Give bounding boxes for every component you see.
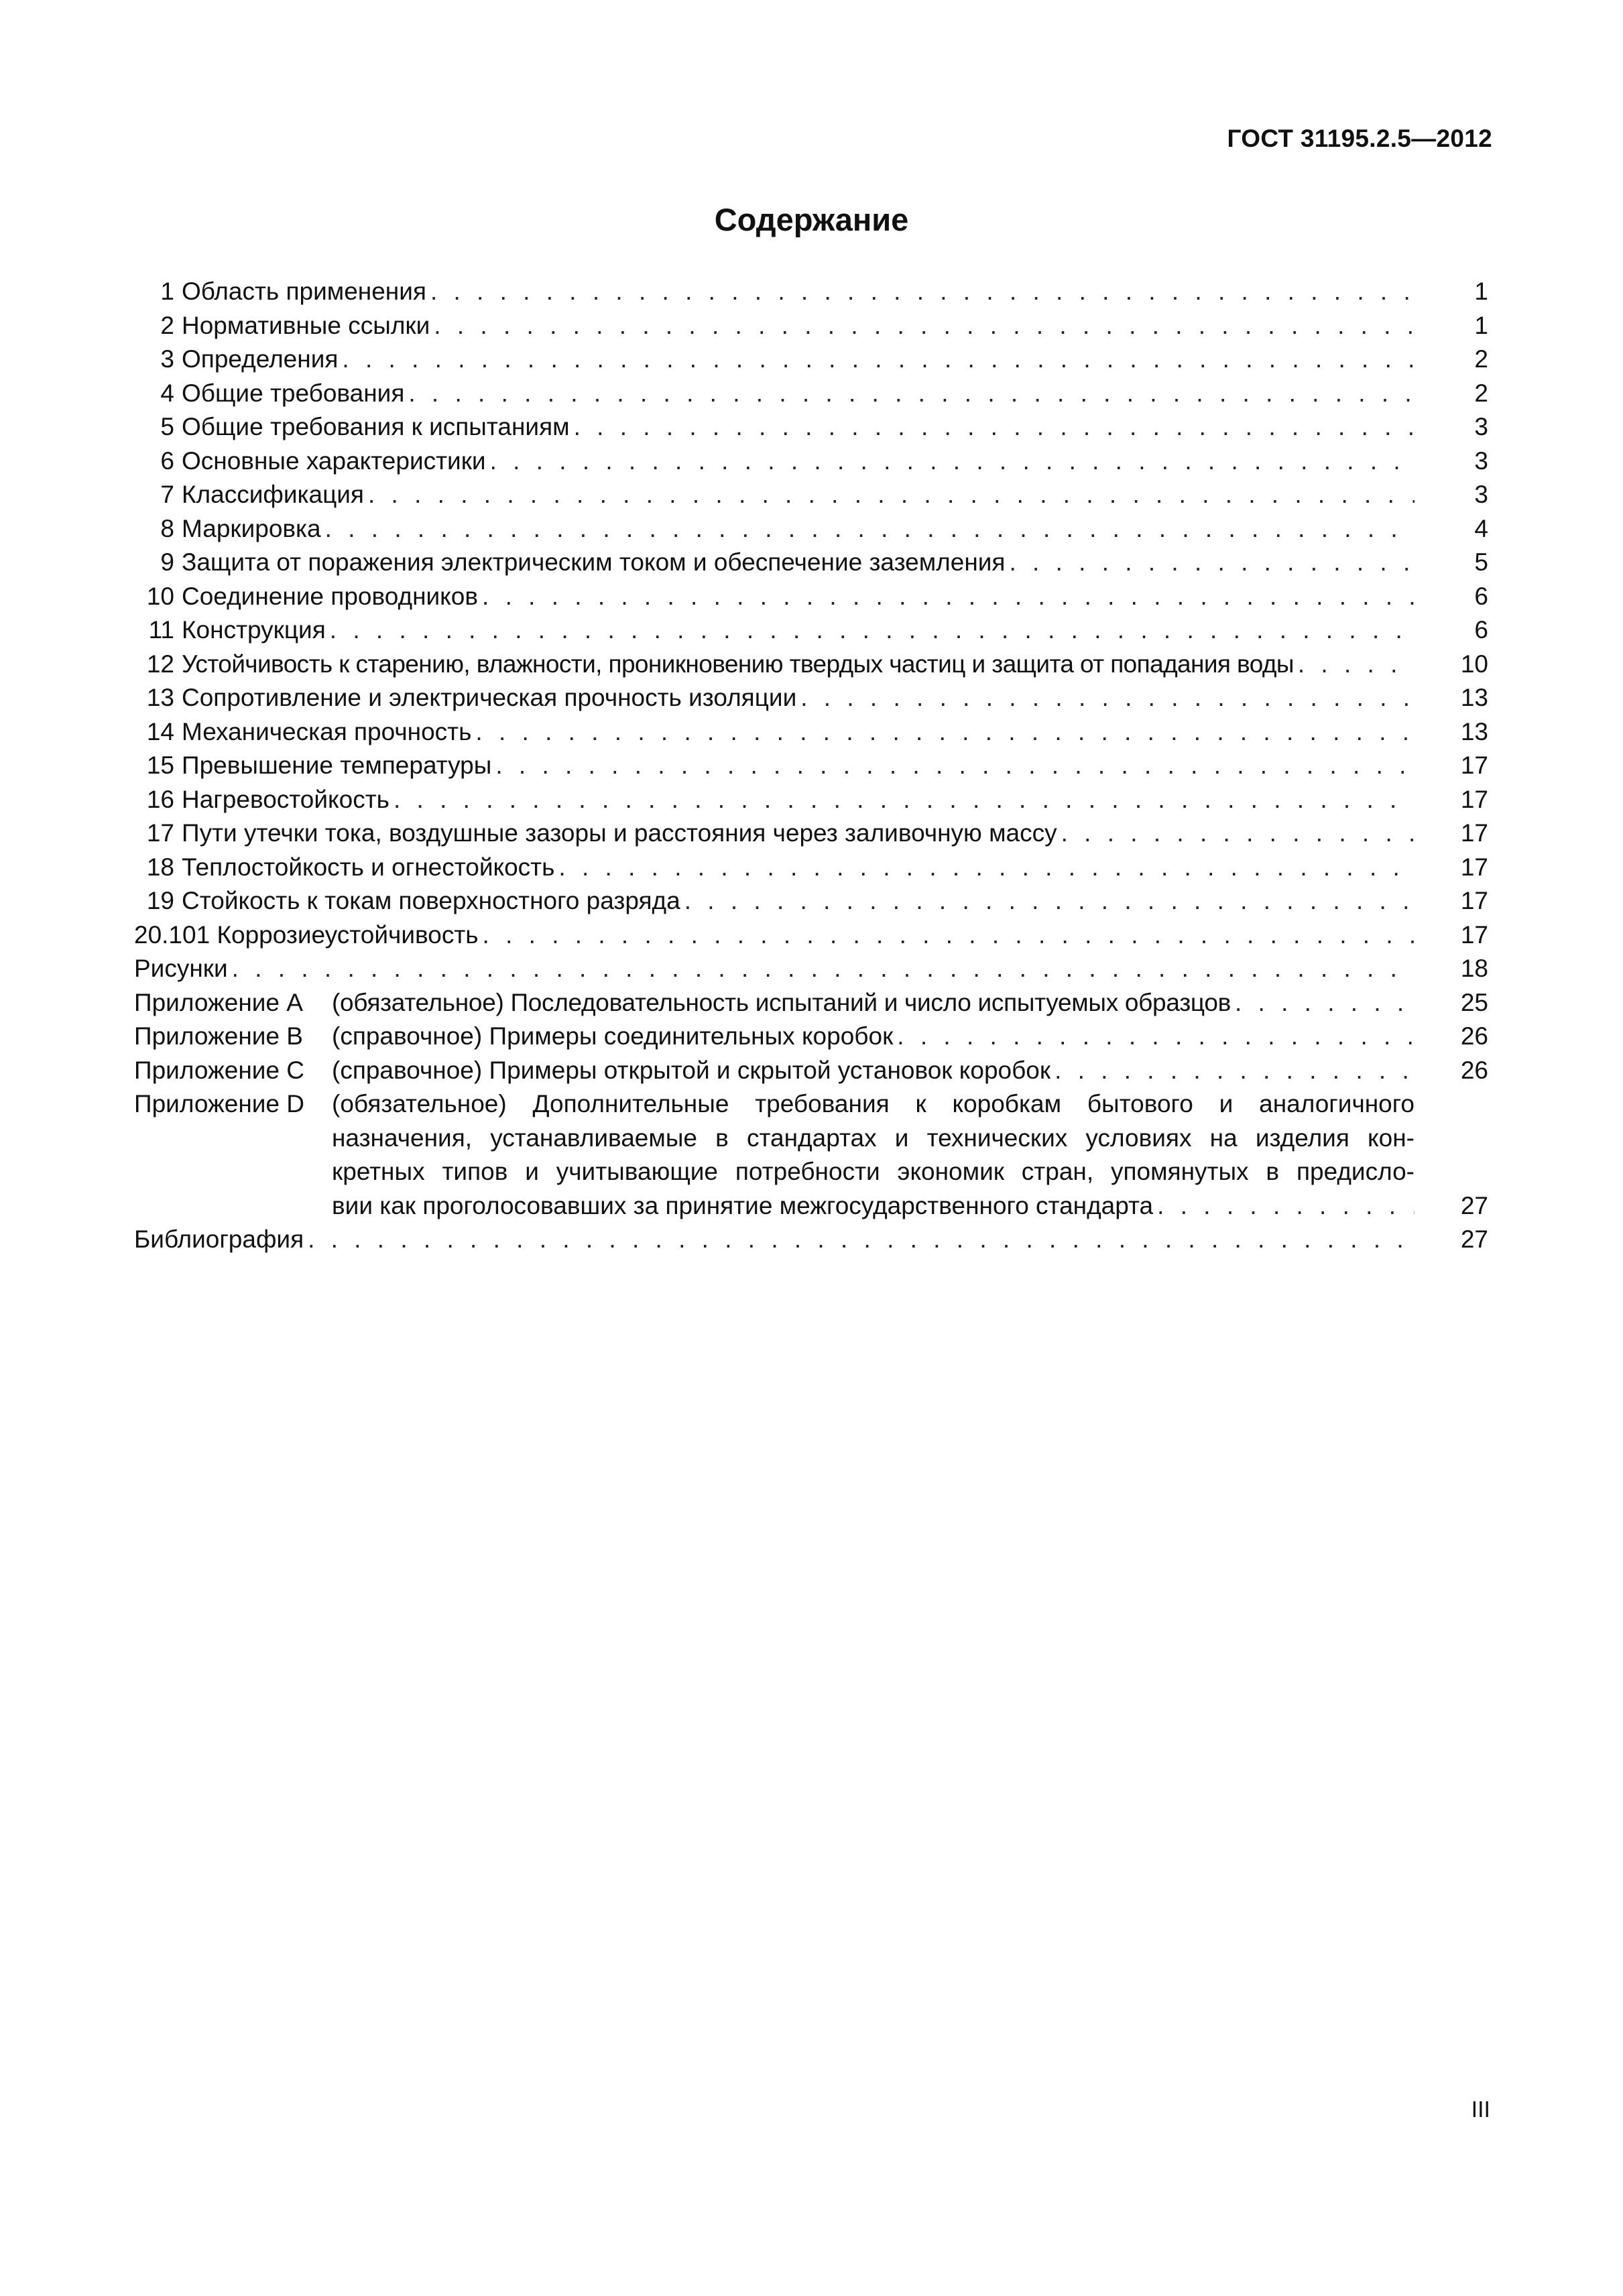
toc-entry-label: Основные характеристики: [182, 446, 486, 475]
toc-entry-label: Нормативные ссылки: [182, 311, 430, 339]
toc-entry[interactable]: [134, 512, 1488, 546]
dot-leader: [1294, 648, 1415, 682]
toc-entry-label: Механическая прочность: [182, 717, 472, 745]
toc-entry[interactable]: [134, 546, 1488, 580]
toc-entry-number: 3: [160, 345, 174, 373]
toc-entry-label: Конструкция: [182, 616, 326, 644]
dot-leader: [338, 343, 1415, 377]
toc-entry-page: 17: [1460, 853, 1488, 881]
toc-entry-label: Классификация: [182, 481, 364, 508]
toc-entry-page: 6: [1474, 616, 1488, 644]
toc-entry-label: Маркировка: [182, 514, 321, 542]
toc-entry[interactable]: [134, 478, 1488, 512]
toc-entry-page: 1: [1474, 278, 1488, 305]
toc-entry-page: 17: [1460, 751, 1488, 779]
dot-leader: [893, 1020, 1415, 1054]
toc-entry[interactable]: [134, 343, 1488, 377]
toc-entry-page: 1: [1474, 311, 1488, 339]
dot-leader: [491, 749, 1415, 783]
toc-title: Содержание: [714, 202, 909, 237]
toc-entry-page: 17: [1460, 785, 1488, 813]
toc-entry-page: 13: [1460, 717, 1488, 745]
toc-entry-page: 18: [1460, 955, 1488, 982]
toc-entry-label: Рисунки: [134, 955, 228, 982]
toc-entry-label: Превышение температуры: [182, 751, 492, 779]
toc-entry[interactable]: [134, 918, 1488, 953]
dot-leader: [486, 444, 1415, 479]
dot-leader: [228, 952, 1415, 986]
toc-entry-label: Теплостойкость и огнестойкость: [182, 853, 555, 881]
toc-entry-label: Устойчивость к старению, влажности, проникновению твердых частиц и защита от попадания воды: [182, 650, 1294, 678]
toc-entry-label: Пути утечки тока, воздушные зазоры и расстояния через заливочную массу: [182, 819, 1057, 847]
appendix-title-line: (обязательное) Дополнительные требования к коробкам бытового и аналогичного: [332, 1090, 1415, 1117]
toc-entry-page: 3: [1474, 446, 1488, 475]
page-number: III: [1471, 2097, 1490, 2122]
toc-entry-number: 5: [160, 413, 174, 440]
appendix-title-last-line: [332, 1189, 1488, 1223]
appendix-title: (справочное) Примеры соединительных коробок: [332, 1022, 894, 1050]
table-of-contents: [134, 275, 1488, 1257]
appendix-title-line: кретных типов и учитывающие потребности экономик стран, упомянутых в предисло-: [332, 1158, 1415, 1185]
toc-entry-number: 8: [160, 514, 174, 542]
toc-entry-page: 3: [1474, 413, 1488, 440]
toc-entry[interactable]: [134, 884, 1488, 918]
toc-entry-label: Общие требования к испытаниям: [182, 413, 570, 440]
toc-entry[interactable]: [134, 444, 1488, 479]
toc-entry[interactable]: [134, 410, 1488, 444]
toc-entry-page: 13: [1460, 684, 1488, 711]
appendix-page: 25: [1460, 988, 1488, 1016]
toc-entry-number: 10: [146, 582, 174, 610]
toc-entry-number: 18: [146, 853, 174, 881]
toc-entry-number: 14: [146, 717, 174, 745]
toc-entry-label: Нагревостойкость: [182, 785, 389, 813]
toc-entry-page: 2: [1474, 379, 1488, 407]
toc-appendix[interactable]: [134, 1054, 1488, 1088]
toc-entry-number: 6: [160, 446, 174, 475]
toc-entry-number: 12: [146, 650, 174, 678]
toc-entry-page: 17: [1460, 819, 1488, 847]
bibliography-page: 27: [1460, 1225, 1488, 1253]
toc-entry-number: 9: [160, 548, 174, 576]
toc-entry[interactable]: [134, 817, 1488, 851]
toc-entry-label: Область применения: [182, 278, 426, 305]
dot-leader: [570, 410, 1415, 444]
toc-appendix[interactable]: [134, 986, 1488, 1020]
toc-entry-label: 20.101 Коррозиеустойчивость: [134, 920, 479, 949]
appendix-name: Приложение В: [134, 1022, 303, 1050]
dot-leader: [389, 783, 1415, 817]
appendix-page: 27: [1460, 1191, 1488, 1219]
appendix-name: Приложение D: [134, 1090, 305, 1117]
toc-entry[interactable]: [134, 715, 1488, 749]
dot-leader: [1231, 986, 1415, 1020]
toc-entry[interactable]: [134, 648, 1488, 682]
toc-entry[interactable]: [134, 681, 1488, 715]
toc-entry-page: 17: [1460, 920, 1488, 949]
toc-entry-page: 2: [1474, 345, 1488, 373]
toc-entry-page: 6: [1474, 582, 1488, 610]
toc-entry[interactable]: [134, 749, 1488, 783]
toc-entry-label: Защита от поражения электрическим током и обеспечение заземления: [182, 548, 1006, 576]
dot-leader: [471, 715, 1415, 749]
appendix-name: Приложение С: [134, 1056, 305, 1084]
dot-leader: [479, 918, 1415, 953]
dot-leader: [1153, 1189, 1415, 1223]
toc-entry-number: 11: [148, 616, 174, 644]
dot-leader: [680, 884, 1415, 918]
toc-entry-page: 5: [1474, 548, 1488, 576]
toc-entry-number: 13: [146, 684, 174, 711]
dot-leader: [478, 580, 1415, 614]
toc-appendix-d[interactable]: [134, 1087, 1488, 1223]
toc-entry-page: 3: [1474, 481, 1488, 508]
toc-entry-label: Общие требования: [182, 379, 405, 407]
dot-leader: [364, 478, 1415, 512]
toc-entry[interactable]: [134, 275, 1488, 309]
appendix-page: 26: [1460, 1022, 1488, 1050]
toc-bibliography[interactable]: [134, 1223, 1488, 1257]
dot-leader: [430, 309, 1415, 343]
toc-entry-label: Стойкость к токам поверхностного разряда: [182, 887, 680, 914]
toc-appendix[interactable]: [134, 1020, 1488, 1054]
toc-entry-number: 15: [146, 751, 174, 779]
toc-entry[interactable]: [134, 613, 1488, 648]
appendix-title: (обязательное) Последовательность испытаний и число испытуемых образцов: [332, 988, 1231, 1016]
toc-entry-number: 7: [160, 481, 174, 508]
document-id: ГОСТ 31195.2.5—2012: [1227, 125, 1492, 152]
toc-entry[interactable]: [134, 377, 1488, 411]
toc-entry-number: 17: [146, 819, 174, 847]
dot-leader: [1005, 546, 1415, 580]
toc-entry-number: 4: [160, 379, 174, 407]
dot-leader: [1057, 817, 1415, 851]
dot-leader: [321, 512, 1415, 546]
appendix-title: (справочное) Примеры открытой и скрытой установок коробок: [332, 1056, 1051, 1084]
dot-leader: [404, 377, 1415, 411]
appendix-title-line: вии как проголосовавших за принятие межгосударственного стандарта: [332, 1191, 1154, 1219]
toc-entry-number: 2: [160, 311, 174, 339]
dot-leader: [796, 681, 1415, 715]
toc-entry[interactable]: [134, 783, 1488, 817]
appendix-page: 26: [1460, 1056, 1488, 1084]
toc-entry-label: Соединение проводников: [182, 582, 479, 610]
toc-entry-number: 16: [146, 785, 174, 813]
toc-entry-number: 1: [160, 278, 174, 305]
toc-entry[interactable]: [134, 952, 1488, 986]
dot-leader: [326, 613, 1415, 648]
toc-entry-page: 10: [1460, 650, 1488, 678]
appendix-title-line: назначения, устанавливаемые в стандартах и технических условиях на изделия кон-: [332, 1124, 1415, 1152]
toc-entry-number: 19: [146, 887, 174, 914]
toc-entry-label: Определения: [182, 345, 339, 373]
dot-leader: [1050, 1054, 1415, 1088]
toc-entry-label: Сопротивление и электрическая прочность изоляции: [182, 684, 797, 711]
dot-leader: [426, 275, 1415, 309]
appendix-name: Приложение А: [134, 988, 303, 1016]
dot-leader: [304, 1223, 1415, 1257]
appendix-title-block: [332, 1087, 1488, 1223]
dot-leader: [554, 851, 1415, 885]
toc-entry[interactable]: [134, 851, 1488, 885]
toc-entry[interactable]: [134, 580, 1488, 614]
toc-entry-page: 17: [1460, 887, 1488, 914]
toc-entry-page: 4: [1474, 514, 1488, 542]
bibliography-label: Библиография: [134, 1225, 304, 1253]
toc-entry[interactable]: [134, 309, 1488, 343]
